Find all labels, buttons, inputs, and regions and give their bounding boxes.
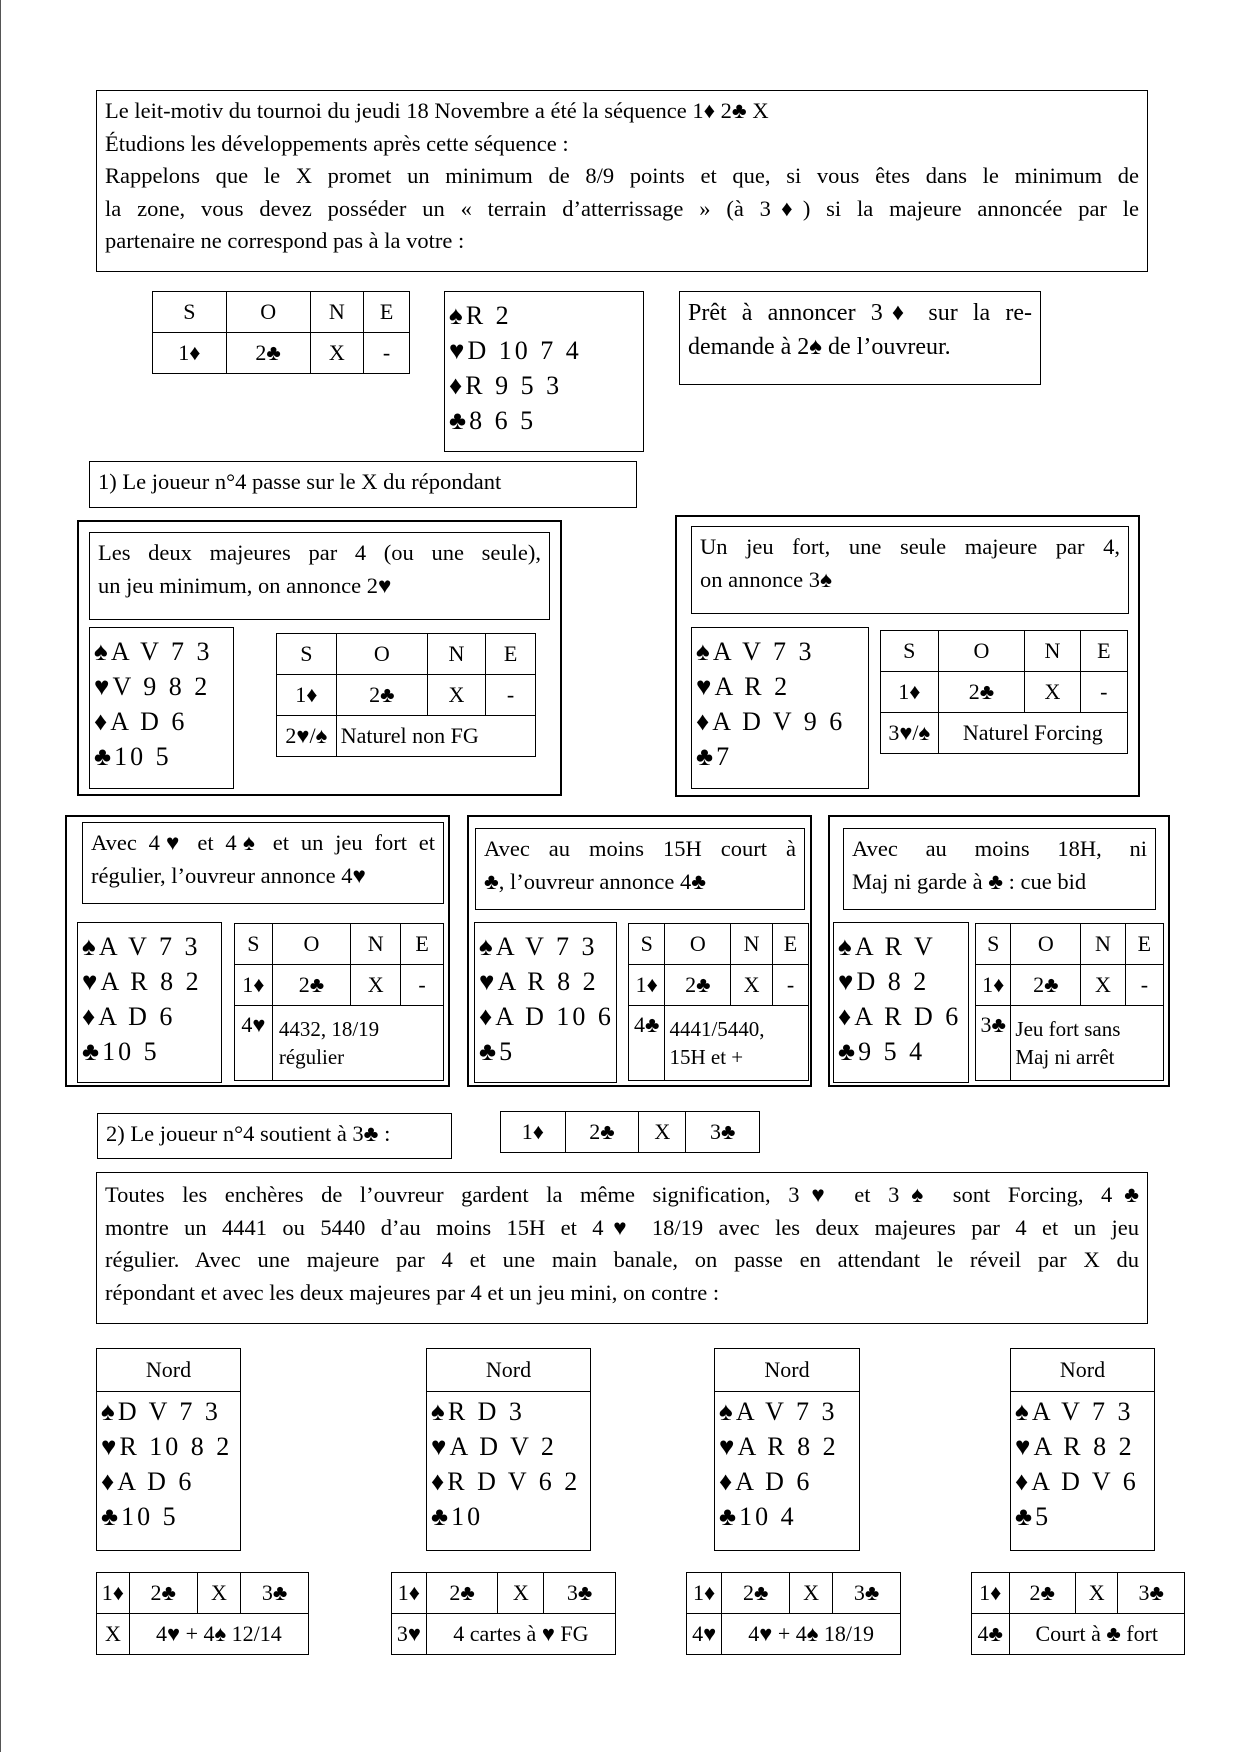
- hand-clubs: ♣10 5: [101, 1502, 179, 1531]
- bid-cell: X: [97, 1614, 130, 1655]
- hand-diamonds: ♦A D 6: [719, 1467, 813, 1496]
- meaning-cell: Jeu fort sans Maj ni arrêt: [1011, 1006, 1164, 1081]
- hand-hearts: ♥A D V 2: [431, 1432, 557, 1461]
- nord-3-bidding-table: 1♦ 2♣ X 3♣ 4♥ 4♥ + 4♠ 18/19: [686, 1572, 901, 1655]
- hand-diamonds: ♦A R D 6: [838, 1002, 962, 1031]
- intro-line: la zone, vous devez posséder un « terrain d’atterrissage » (à 3♦) si la majeure annoncée par le: [105, 195, 1139, 221]
- note-line: Prêt à annoncer 3♦ sur la re-: [688, 300, 1032, 326]
- hand-spades: ♠A V 7 3: [82, 932, 201, 961]
- meaning-cell: 4432, 18/19 régulier: [272, 1006, 443, 1081]
- hand-clubs: ♣8 6 5: [449, 406, 537, 435]
- bid-cell: 4♥: [687, 1614, 722, 1655]
- nord-label: Nord: [427, 1349, 590, 1392]
- case-c-text: Avec 4♥ et 4♠ et un jeu fort et régulier, l’ouvreur annonce 4♥: [82, 822, 444, 904]
- case-d-hand: [474, 922, 617, 1083]
- intro-line: Le leit-motiv du tournoi du jeudi 18 Novembre a été la séquence 1♦ 2♣ X: [105, 98, 769, 123]
- top-hand: [444, 291, 644, 452]
- hand-diamonds: ♦A D V 9 6: [696, 707, 846, 736]
- bid-cell: 2♥/♠: [277, 716, 337, 757]
- hand-clubs: ♣9 5 4: [838, 1037, 926, 1066]
- header-n: N: [310, 292, 364, 333]
- intro-line: partenaire ne correspond pas à la votre :: [105, 228, 465, 253]
- bid-cell: 4♣: [629, 1006, 665, 1081]
- note-line: demande à 2♠ de l’ouvreur.: [688, 334, 951, 360]
- hand-spades: ♠R 2: [449, 301, 512, 330]
- top-bidding-table: [152, 291, 410, 374]
- intro-paragraph: [96, 90, 1148, 272]
- nord-label: Nord: [97, 1349, 240, 1392]
- meaning-cell: Court à ♣ fort: [1009, 1614, 1184, 1655]
- nord-4-bidding-table: 1♦ 2♣ X 3♣ 4♣ Court à ♣ fort: [971, 1572, 1185, 1655]
- hand-clubs: ♣10: [431, 1502, 484, 1531]
- bid-cell: -: [364, 333, 410, 374]
- case-c-hand: [77, 922, 222, 1083]
- case-c-bidding-table: S O N E 1♦ 2♣ X - 4♥ 4432, 18/19 régulier: [234, 923, 444, 1081]
- header-e: E: [364, 292, 410, 333]
- header-o: O: [226, 292, 310, 333]
- header-s: S: [153, 292, 227, 333]
- hand-spades: ♠R D 3: [431, 1397, 525, 1426]
- nord-hand-1: [96, 1348, 241, 1551]
- case-e-bidding-table: S O N E 1♦ 2♣ X - 3♣ Jeu fort sans Maj ni arrêt: [975, 923, 1164, 1081]
- hand-spades: ♠A V 7 3: [1015, 1397, 1134, 1426]
- hand-spades: ♠A V 7 3: [479, 932, 598, 961]
- case-d-bidding-table: S O N E 1♦ 2♣ X - 4♣ 4441/5440, 15H et +: [628, 923, 809, 1081]
- hand-diamonds: ♦A D 10 6: [479, 1002, 614, 1031]
- nord-hand-4: [1010, 1348, 1155, 1551]
- hand-clubs: ♣10 5: [94, 742, 172, 771]
- hand-spades: ♠A R V: [838, 932, 936, 961]
- meaning-cell: Naturel Forcing: [938, 713, 1127, 754]
- hand-clubs: ♣7: [696, 742, 733, 771]
- hand-hearts: ♥A R 8 2: [719, 1432, 839, 1461]
- hand-diamonds: ♦A D 6: [101, 1467, 195, 1496]
- case-b-text: Un jeu fort, une seule majeure par 4, on annonce 3♠: [691, 526, 1129, 614]
- bid-cell: 3♥: [392, 1614, 427, 1655]
- hand-hearts: ♥A R 8 2: [479, 967, 599, 996]
- meaning-cell: 4♥ + 4♠ 18/19: [722, 1614, 901, 1655]
- nord-hand-2: [426, 1348, 591, 1551]
- hand-diamonds: ♦A D 6: [94, 707, 188, 736]
- hand-hearts: ♥R 10 8 2: [101, 1432, 233, 1461]
- hand-clubs: ♣10 5: [82, 1037, 160, 1066]
- nord-hand-3: [714, 1348, 860, 1551]
- bid-cell: 4♥: [235, 1006, 273, 1081]
- meaning-cell: Naturel non FG: [336, 716, 535, 757]
- hand-spades: ♠A V 7 3: [719, 1397, 838, 1426]
- case-a-text: Les deux majeures par 4 (ou une seule), un jeu minimum, on annonce 2♥: [89, 532, 550, 620]
- hand-clubs: ♣10 4: [719, 1502, 797, 1531]
- case-a-bidding-table: S O N E 1♦ 2♣ X - 2♥/♠ Naturel non FG: [276, 633, 536, 757]
- nord-1-bidding-table: 1♦ 2♣ X 3♣ X 4♥ + 4♠ 12/14: [96, 1572, 309, 1655]
- meaning-cell: 4441/5440, 15H et +: [665, 1006, 809, 1081]
- hand-diamonds: ♦A D V 6: [1015, 1467, 1139, 1496]
- case-a-hand: [89, 627, 234, 789]
- section2-sequence-table: 1♦ 2♣ X 3♣: [500, 1111, 760, 1153]
- meaning-cell: 4 cartes à ♥ FG: [426, 1614, 615, 1655]
- intro-line: Rappelons que le X promet un minimum de 8/9 points et que, si vous êtes dans le minimum de: [105, 163, 1139, 188]
- hand-hearts: ♥A R 2: [696, 672, 791, 701]
- bid-cell: 1♦: [153, 333, 227, 374]
- hand-clubs: ♣5: [479, 1037, 516, 1066]
- hand-spades: ♠D V 7 3: [101, 1397, 221, 1426]
- hand-diamonds: ♦R 9 5 3: [449, 371, 563, 400]
- case-b-bidding-table: S O N E 1♦ 2♣ X - 3♥/♠ Naturel Forcing: [880, 630, 1128, 754]
- hand-spades: ♠A V 7 3: [696, 637, 815, 666]
- bid-cell: 3♣: [976, 1006, 1011, 1081]
- hand-diamonds: ♦R D V 6 2: [431, 1467, 581, 1496]
- case-e-hand: [833, 922, 969, 1083]
- hand-hearts: ♥A R 8 2: [82, 967, 202, 996]
- section2-title: 2) Le joueur n°4 soutient à 3♣ :: [97, 1113, 452, 1159]
- hand-clubs: ♣5: [1015, 1502, 1052, 1531]
- nord-label: Nord: [715, 1349, 859, 1392]
- section1-title: 1) Le joueur n°4 passe sur le X du répondant: [89, 461, 637, 508]
- meaning-cell: 4♥ + 4♠ 12/14: [129, 1614, 308, 1655]
- case-e-text: Avec au moins 18H, ni Maj ni garde à ♣ : cue bid: [843, 828, 1156, 910]
- hand-hearts: ♥D 10 7 4: [449, 336, 582, 365]
- bid-cell: X: [310, 333, 364, 374]
- nord-label: Nord: [1011, 1349, 1154, 1392]
- case-b-hand: [691, 627, 869, 789]
- bid-cell: 3♥/♠: [881, 713, 939, 754]
- bid-cell: 2♣: [226, 333, 310, 374]
- bid-cell: 4♣: [972, 1614, 1010, 1655]
- section2-paragraph: Toutes les enchères de l’ouvreur gardent la même signification, 3♥ et 3♠ sont Forcing, 4♣ montre un 4441 ou 5440 d’au moins 15H et 4♥ 18/19 avec les deux majeures par 4 et un jeu régulier. Avec une majeure par 4 et une main banale, on passe en attendant le réveil par X du répondant et avec les deux majeures par 4 et un jeu mini, on contre :: [96, 1172, 1148, 1324]
- nord-2-bidding-table: 1♦ 2♣ X 3♣ 3♥ 4 cartes à ♥ FG: [391, 1572, 616, 1655]
- hand-hearts: ♥V 9 8 2: [94, 672, 211, 701]
- hand-hearts: ♥D 8 2: [838, 967, 930, 996]
- hand-spades: ♠A V 7 3: [94, 637, 213, 666]
- hand-hearts: ♥A R 8 2: [1015, 1432, 1135, 1461]
- intro-line: Étudions les développements après cette séquence :: [105, 130, 569, 156]
- hand-diamonds: ♦A D 6: [82, 1002, 176, 1031]
- top-note: [679, 291, 1041, 385]
- case-d-text: Avec au moins 15H court à ♣, l’ouvreur annonce 4♣: [475, 828, 805, 910]
